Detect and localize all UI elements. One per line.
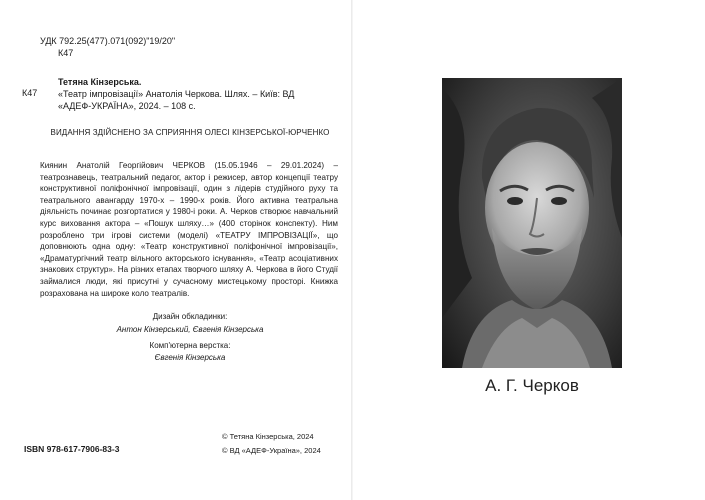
annotation: Киянин Анатолій Георгійович ЧЕРКОВ (15.05.1946 – 29.01.2024) – театрознавець, театральний педагог, актор і режисер, автор концепції театру конструктивної поліфонічної імпровізації, один з лідерів студійного руху та театрального авангарду 1970-х – 1990-х років. Його активна театральна діяльність починає розгортатися у 1980-і роки. А. Черков створює навчальний курс виховання актора – «Пошук шляху…» (400 сторінок конспекту). Ним розроблено три ігрові системи (моделі) «ТЕАТРУ ІМПРОВІЗАЦІЇ», що доповнюють одна одну: «Театр конструктивної поліфонічної імпровізації», «Драматургічний театр вільного акторського існування», «Театр асоціативних знакових структур». На різних етапах творчого шляху А. Черкова в його Студії займалися люди, які присутні у сучасному мистецькому просторі. Книжка розрахована на широке коло театралів.: [40, 161, 338, 298]
isbn: ISBN 978-617-7906-83-3: [24, 444, 120, 454]
biblio-description: «Театр імпровізації» Анатолія Черкова. Шлях. – Київ: ВД «АДЕФ-УКРАЇНА», 2024. – 108 с.: [58, 89, 295, 111]
copyright-author: © Тетяна Кінзерська, 2024: [222, 432, 314, 441]
author-sign-margin: К47: [22, 88, 38, 98]
layout-label: Комп'ютерна верстка:: [149, 341, 231, 350]
portrait-photo: [442, 78, 622, 368]
layout-names: Євгенія Кінзерська: [154, 353, 226, 362]
cover-design-label: Дизайн обкладинки:: [152, 312, 228, 321]
portrait-caption: А. Г. Черков: [485, 376, 579, 395]
author-sign: К47: [58, 48, 74, 58]
bibliographic-record: [58, 76, 330, 112]
imprint-page: [0, 0, 352, 500]
copyright-publisher: © ВД «АДЕФ-Україна», 2024: [222, 446, 321, 455]
cover-design-names: Антон Кінзерський, Євгенія Кінзерська: [116, 325, 264, 334]
sponsor-note: ВИДАННЯ ЗДІЙСНЕНО ЗА СПРИЯННЯ ОЛЕСІ КІНЗЕРСЬКОЇ-ЮРЧЕНКО: [50, 128, 330, 137]
biblio-author: Тетяна Кінзерська.: [58, 77, 142, 87]
udk-code: УДК 792.25(477).071(092)"19/20": [40, 36, 176, 46]
